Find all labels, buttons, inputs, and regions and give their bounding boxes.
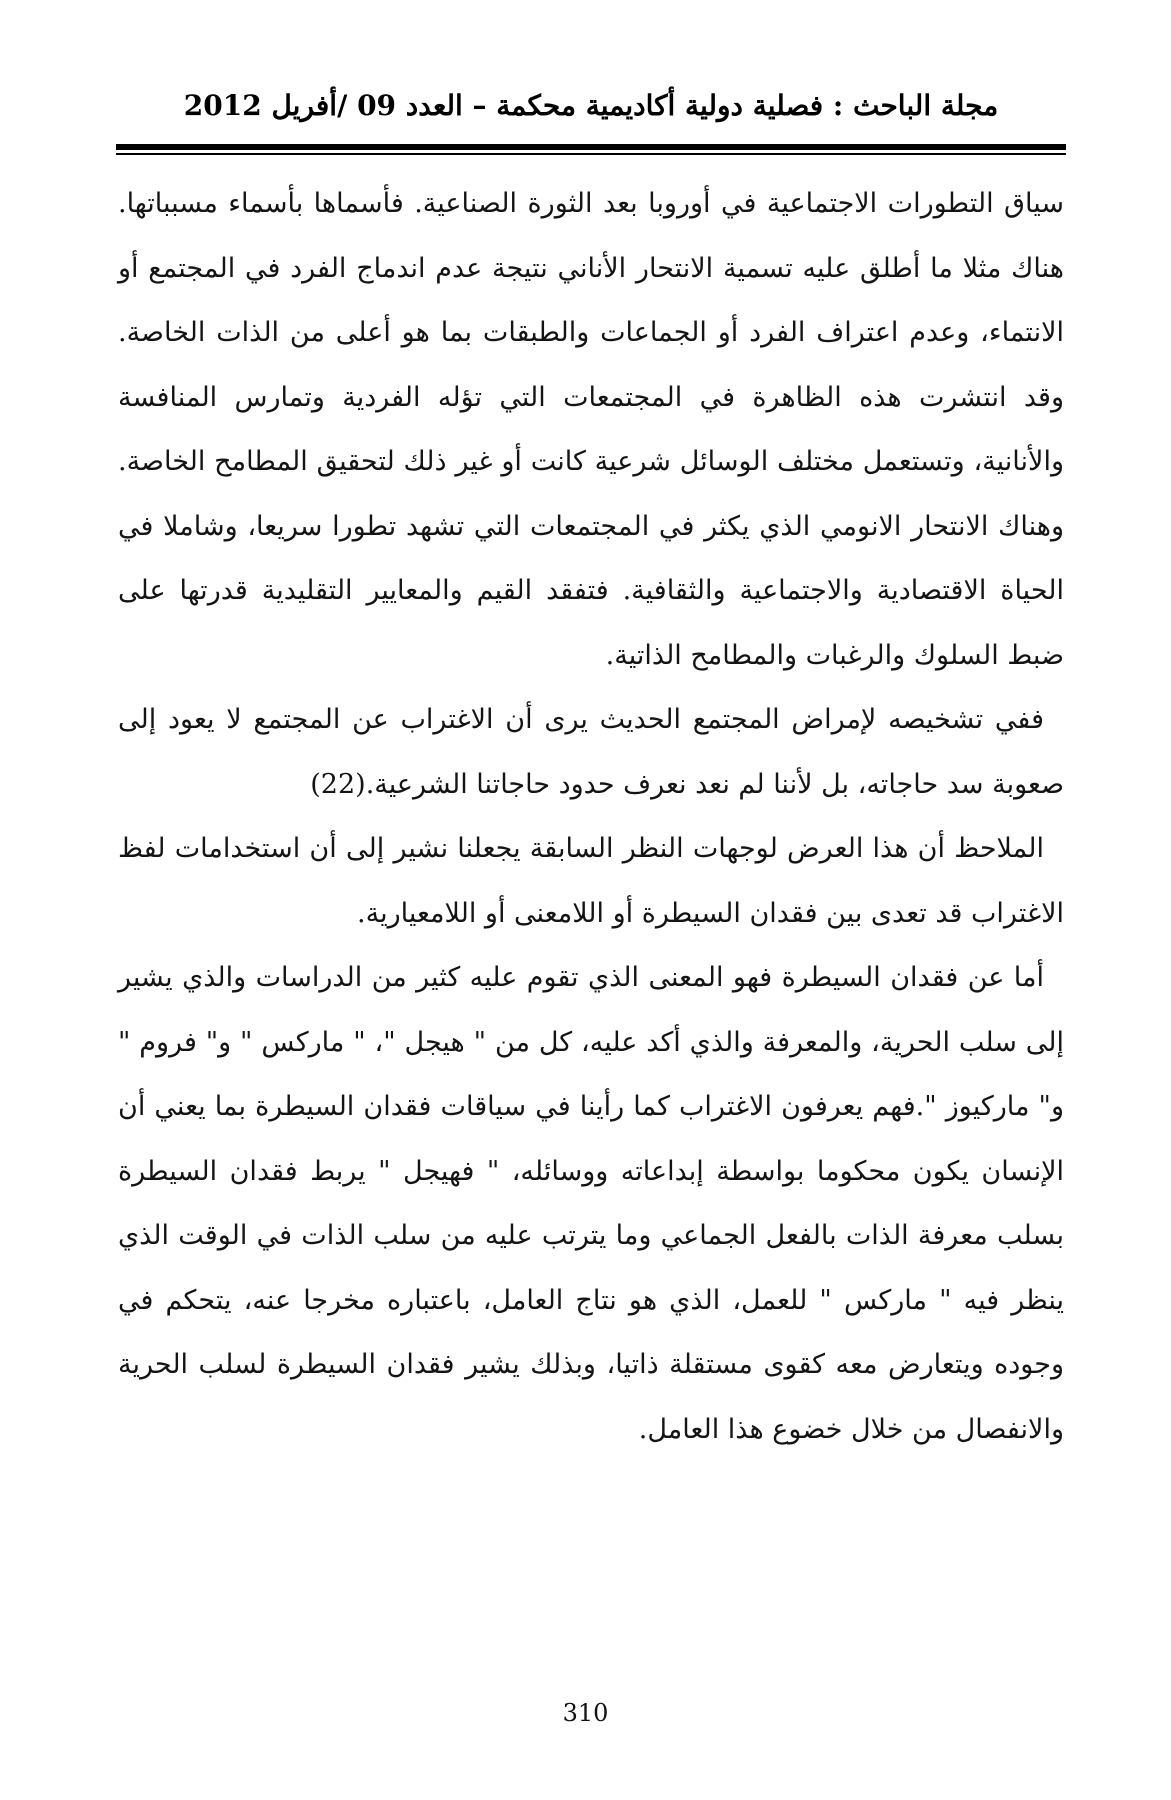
article-body <box>118 172 1064 1462</box>
paragraph-loss-of-control: أما عن فقدان السيطرة فهو المعنى الذي تقوم عليه كثير من الدراسات والذي يشير إلى سلب الحرية، والمعرفة والذي أكد عليه، كل من " هيجل "، " ماركس " و" فروم " و" ماركيوز ".فهم يعرفون الاغتراب كما رأينا في سياقات فقدان السيطرة بما يعني أن الإنسان يكون محكوما بواسطة إبداعاته ووسائله، " فهيجل " يربط فقدان السيطرة بسلب معرفة الذات بالفعل الجماعي وما يترتب عليه من سلب الذات في الوقت الذي ينظر فيه " ماركس " للعمل، الذي هو نتاج العامل، باعتباره مخرجا عنه، يتحكم في وجوده ويتعارض معه كقوى مستقلة ذاتيا، وبذلك يشير فقدان السيطرة لسلب الحرية والانفصال من خلال خضوع هذا العامل. <box>118 962 1064 1445</box>
journal-header: مجلة الباحث : فصلية دولية أكاديمية محكمة – العدد 09 /أفريل 2012 <box>183 89 999 122</box>
paragraph-continuation: سياق التطورات الاجتماعية في أوروبا بعد الثورة الصناعية. فأسماها بأسماء مسبباتها. هناك مثلا ما أطلق عليه تسمية الانتحار الأناني نتيجة عدم اندماج الفرد في المجتمع أو الانتماء، وعدم اعتراف الفرد أو الجماعات والطبقات بما هو أعلى من الذات الخاصة. وقد انتشرت هذه الظاهرة في المجتمعات التي تؤله الفردية وتمارس المنافسة والأنانية، وتستعمل مختلف الوسائل شرعية كانت أو غير ذلك لتحقيق المطامح الخاصة. وهناك الانتحار الانومي الذي يكثر في المجتمعات التي تشهد تطورا سريعا، وشاملا في الحياة الاقتصادية والاجتماعية والثقافية. فتفقد القيم والمعايير التقليدية قدرتها على ضبط السلوك والرغبات والمطامح الذاتية. <box>118 188 1064 671</box>
paragraph-diagnosis: ففي تشخيصه لإمراض المجتمع الحديث يرى أن الاغتراب عن المجتمع لا يعود إلى صعوبة سد حاجاته، بل لأننا لم نعد نعرف حدود حاجاتنا الشرعية.(22) <box>118 704 1064 800</box>
header-rule-thick <box>116 144 1066 150</box>
paragraph-observation: الملاحظ أن هذا العرض لوجهات النظر السابقة يجعلنا نشير إلى أن استخدامات لفظ الاغتراب قد تعدى بين فقدان السيطرة أو اللامعنى أو اللامعيارية. <box>118 833 1064 929</box>
page-number: 310 <box>562 1699 609 1727</box>
header-rule-thin <box>116 153 1066 155</box>
